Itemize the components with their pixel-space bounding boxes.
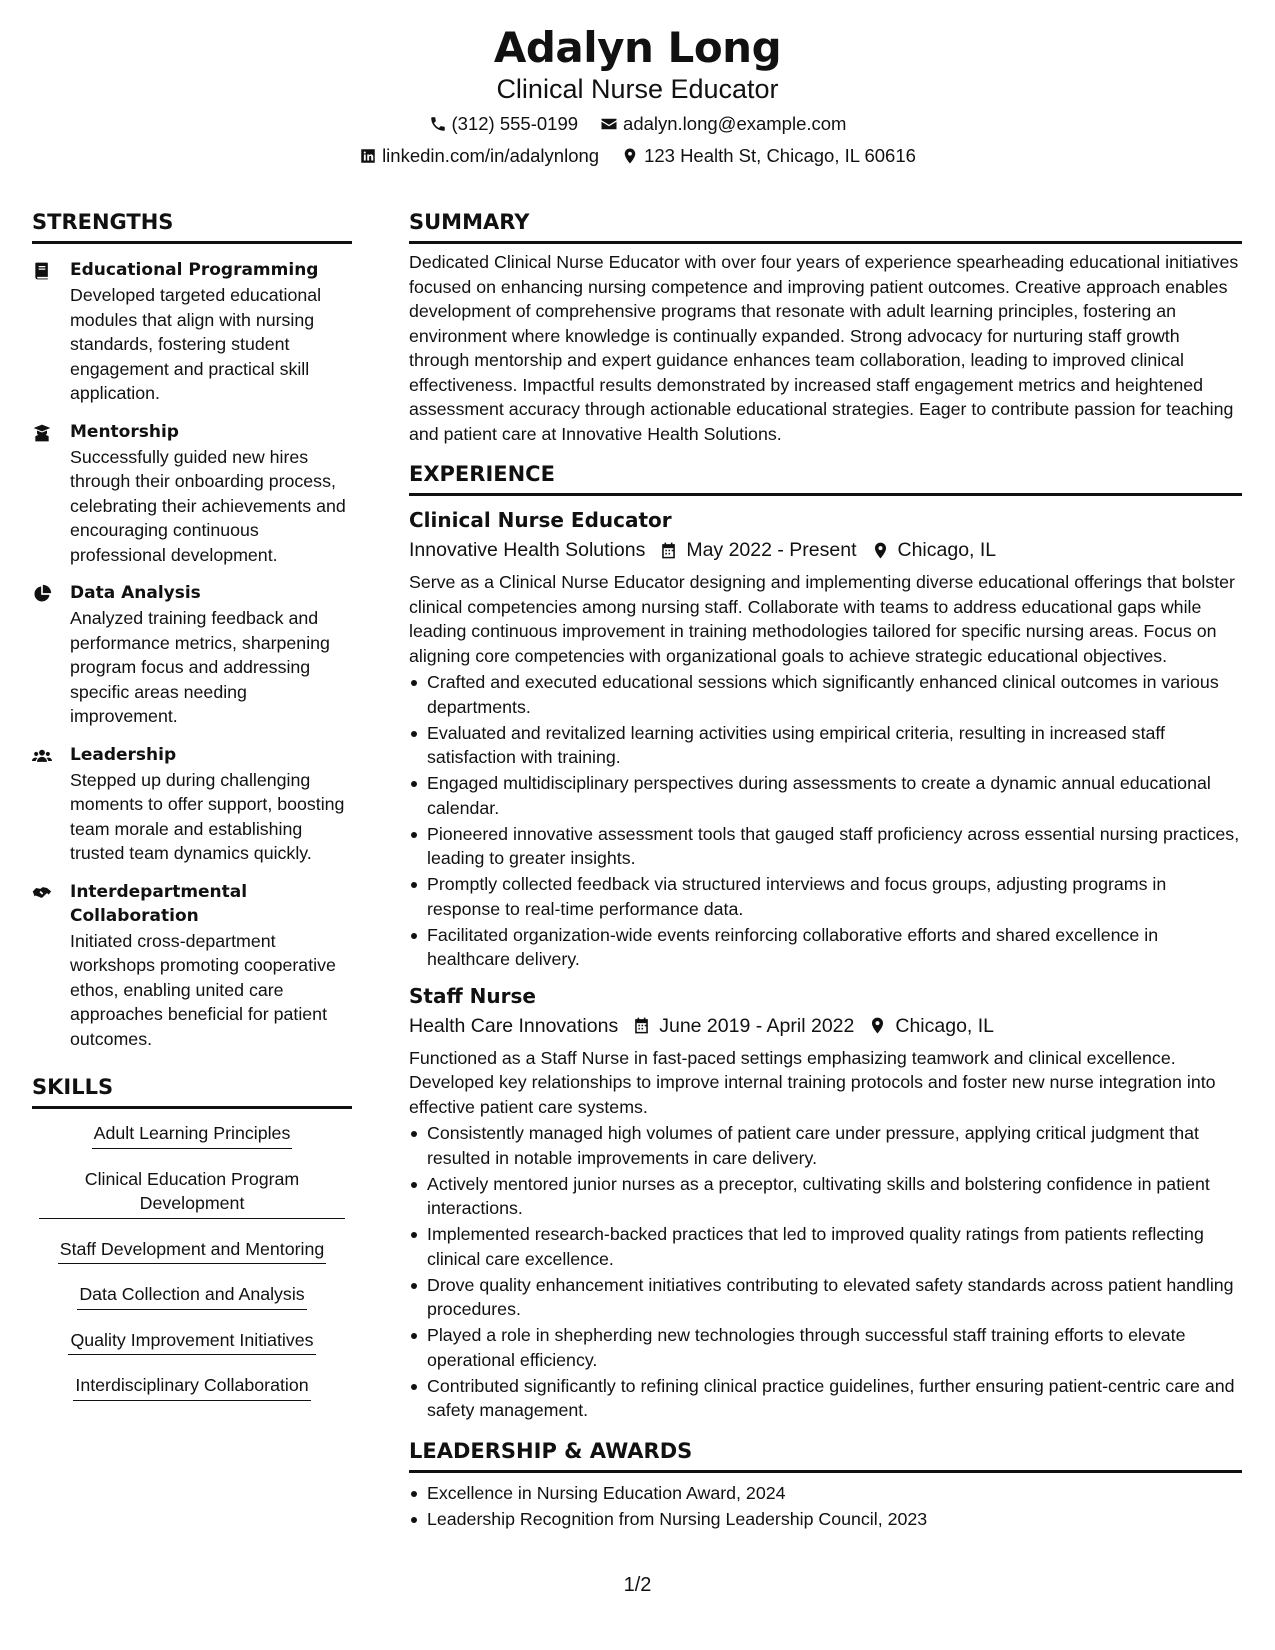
contact-email[interactable] — [600, 112, 846, 136]
awards-list — [409, 1481, 1242, 1532]
email-address: adalyn.long@example.com — [623, 113, 847, 134]
strength-text: Initiated cross-department workshops promoting cooperative ethos, enabling united care approaches beneficial for patient outcomes. — [70, 930, 336, 1049]
calendar-icon — [659, 541, 678, 560]
list-item: Crafted and executed educational sessions which significantly enhanced clinical outcomes in various departments. — [409, 670, 1242, 719]
linkedin-icon — [359, 147, 377, 165]
strength-text: Stepped up during challenging moments to offer support, boosting team morale and establishing trusted team dynamics quickly. — [70, 769, 345, 863]
resume-header — [0, 22, 1275, 168]
strength-title: Data Analysis — [70, 583, 201, 603]
contact-linkedin[interactable] — [359, 144, 599, 168]
job-location: Chicago, IL — [895, 1014, 995, 1037]
handshake-icon — [32, 883, 52, 903]
job-title: Clinical Nurse Educator — [409, 508, 672, 532]
list-item: Drove quality enhancement initiatives contributing to elevated safety standards across patient handling procedures. — [409, 1273, 1242, 1322]
summary-heading: SUMMARY — [409, 208, 1242, 244]
experience-heading: EXPERIENCE — [409, 460, 1242, 496]
map-pin-icon — [621, 147, 639, 165]
skill-tag: Adult Learning Principles — [92, 1121, 293, 1149]
linkedin-url: linkedin.com/in/adalynlong — [382, 145, 600, 166]
strength-item — [32, 880, 352, 1052]
job-meta — [409, 1012, 1242, 1040]
summary-text: Dedicated Clinical Nurse Educator with over four years of experience spearheading educational initiatives focused on enhancing nursing competence and improving patient outcomes. Creative approach enables development of comprehensive programs that resonate with adult learning principles, fostering an environment where knowledge is continually expanded. Strong advocacy for nurturing staff growth through mentorship and expert guidance enhances team collaboration, leading to improved clinical effectiveness. Impactful results demonstrated by increased staff engagement metrics and heightened assessment accuracy through actionable educational strategies. Eager to contribute passion for teaching and patient care at Innovative Health Solutions. — [409, 252, 1239, 444]
list-item: Evaluated and revitalized learning activities using empirical criteria, resulting in increased staff satisfaction with training. — [409, 721, 1242, 770]
skill-tag: Data Collection and Analysis — [77, 1282, 306, 1310]
list-item: Implemented research-backed practices that led to improved quality ratings from patients reflecting clinical care excellence. — [409, 1222, 1242, 1271]
awards-heading: LEADERSHIP & AWARDS — [409, 1437, 1242, 1473]
job-dates: May 2022 - Present — [686, 539, 857, 561]
phone-icon — [429, 115, 447, 133]
strengths-heading: STRENGTHS — [32, 208, 352, 244]
job-dates: June 2019 - April 2022 — [659, 1014, 855, 1037]
job-bullets — [409, 1121, 1242, 1423]
map-pin-icon — [871, 541, 890, 560]
list-item: Consistently managed high volumes of patient care under pressure, applying critical judgment that resulted in notable improvements in care delivery. — [409, 1121, 1242, 1170]
book-icon — [32, 261, 52, 281]
list-item: Promptly collected feedback via structured interviews and focus groups, adjusting programs in response to real-time performance data. — [409, 872, 1242, 921]
strength-item — [32, 581, 352, 729]
job-description: Serve as a Clinical Nurse Educator designing and implementing diverse educational offerings that bolster clinical competencies among nursing staff. Collaborate with teams to address educational gaps while leading continuous improvement in training methodologies tailored for specific nursing areas. Focus on aligning core competencies with organizational goals to achieve strategic educational objectives. — [409, 572, 1235, 666]
job-bullets — [409, 670, 1242, 972]
job-title: Staff Nurse — [409, 983, 536, 1008]
list-item: Facilitated organization-wide events reinforcing collaborative efforts and shared excellence in healthcare delivery. — [409, 923, 1242, 972]
strength-text: Successfully guided new hires through their onboarding process, celebrating their achievements and encouraging continuous professional development. — [70, 446, 346, 565]
contact-row-primary — [0, 112, 1275, 136]
street-address: 123 Health St, Chicago, IL 60616 — [644, 145, 916, 166]
contact-address — [621, 144, 916, 168]
strength-text: Developed targeted educational modules that align with nursing standards, fostering student engagement and practical skill application. — [70, 285, 322, 403]
job-location: Chicago, IL — [897, 539, 997, 561]
job-entry — [409, 982, 1242, 1423]
users-icon — [32, 746, 52, 766]
candidate-title: Clinical Nurse Educator — [496, 74, 779, 104]
job-description: Functioned as a Staff Nurse in fast-paced settings emphasizing teamwork and clinical excellence. Developed key relationships to improve internal training protocols and foster new nurse integration into effective patient care systems. — [409, 1047, 1216, 1117]
strength-title: Mentorship — [70, 421, 179, 442]
strength-item — [32, 743, 352, 866]
strength-title: Educational Programming — [70, 260, 319, 280]
pie-chart-icon — [32, 584, 52, 604]
strength-title: Leadership — [70, 744, 177, 765]
strength-item — [32, 420, 352, 568]
candidate-name: Adalyn Long — [493, 23, 782, 72]
job-entry — [409, 506, 1242, 972]
skill-tag: Clinical Education Program Development — [39, 1167, 345, 1219]
skill-tag: Interdisciplinary Collaboration — [73, 1373, 310, 1401]
strength-title: Interdepartmental Collaboration — [70, 881, 248, 926]
phone-number: (312) 555-0199 — [451, 113, 579, 134]
list-item: Engaged multidisciplinary perspectives during assessments to create a dynamic annual educational calendar. — [409, 771, 1242, 820]
map-pin-icon — [868, 1016, 887, 1035]
left-column — [32, 208, 352, 1419]
list-item: Played a role in shepherding new technologies through successful staff training efforts to elevate operational efficiency. — [409, 1323, 1242, 1372]
list-item: Contributed significantly to refining clinical practice guidelines, further ensuring patient-centric care and safety management. — [409, 1374, 1242, 1423]
strength-text: Analyzed training feedback and performance metrics, sharpening program focus and addressing specific areas needing improvement. — [70, 608, 330, 726]
job-company: Innovative Health Solutions — [409, 539, 646, 561]
list-item: Excellence in Nursing Education Award, 2024 — [409, 1481, 1242, 1506]
list-item: Pioneered innovative assessment tools that gauged staff proficiency across essential nursing practices, leading to greater insights. — [409, 822, 1242, 871]
job-company: Health Care Innovations — [409, 1014, 619, 1037]
skill-tag: Quality Improvement Initiatives — [68, 1328, 315, 1356]
skills-heading: SKILLS — [32, 1073, 352, 1109]
list-item: Actively mentored junior nurses as a preceptor, cultivating skills and bolstering confidence in patient interactions. — [409, 1172, 1242, 1221]
contact-phone[interactable] — [429, 112, 579, 136]
skill-tag: Staff Development and Mentoring — [58, 1237, 327, 1265]
skills-list — [32, 1121, 352, 1419]
envelope-icon — [600, 115, 618, 133]
calendar-icon — [632, 1016, 651, 1035]
contact-row-secondary — [0, 144, 1275, 168]
graduate-icon — [32, 423, 52, 443]
list-item: Leadership Recognition from Nursing Leadership Council, 2023 — [409, 1507, 1242, 1532]
strength-item — [32, 258, 352, 406]
page-number: 1/2 — [623, 1574, 652, 1596]
right-column — [409, 208, 1242, 1533]
job-meta — [409, 536, 1242, 564]
